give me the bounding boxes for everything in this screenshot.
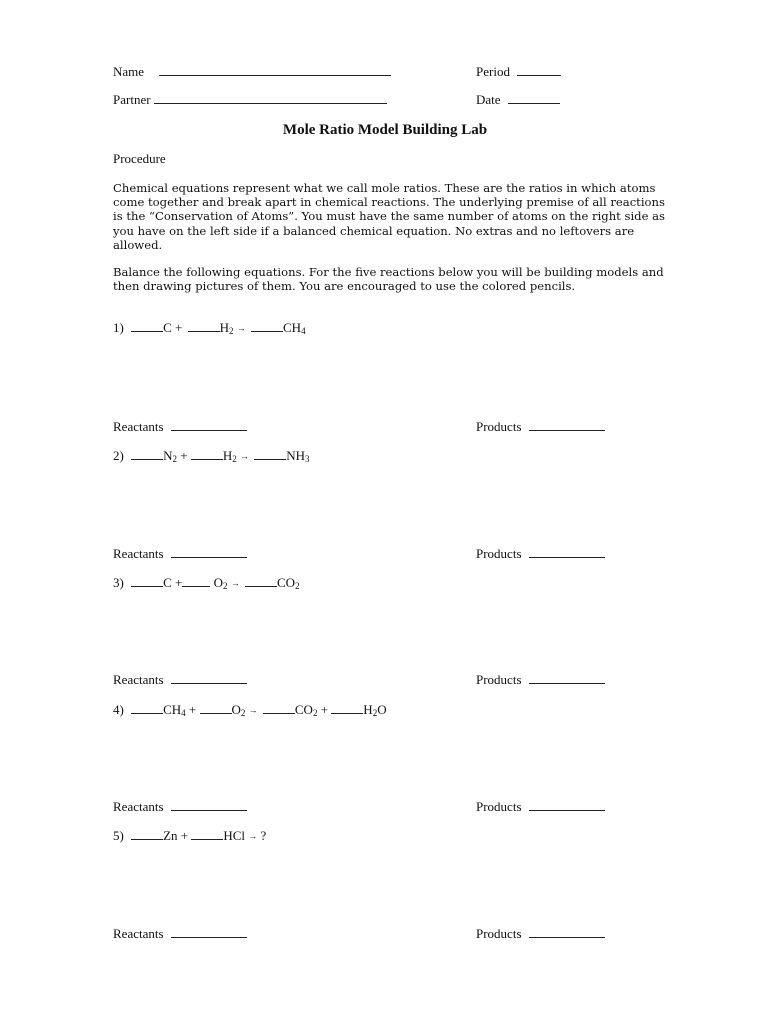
equation-number: 1) (113, 320, 124, 335)
products-input-line[interactable] (529, 799, 605, 811)
reactants-input-line[interactable] (171, 672, 247, 684)
formula-term: NH (286, 448, 305, 463)
products-row-1 (476, 419, 605, 435)
equation-number: 5) (113, 828, 124, 843)
plus-sign: + (320, 702, 329, 717)
formula-term: CO (294, 702, 313, 717)
products-input-line[interactable] (529, 926, 605, 938)
products-row-2 (476, 546, 605, 562)
yield-arrow: → (230, 578, 240, 588)
coefficient-blank[interactable] (131, 320, 163, 332)
products-row-4 (476, 799, 605, 815)
subscript: 2 (372, 708, 378, 718)
formula-term: O (213, 575, 223, 590)
coefficient-blank[interactable] (188, 320, 220, 332)
products-input-line[interactable] (529, 672, 605, 684)
formula-term: O (231, 702, 241, 717)
intro-paragraph: Chemical equations represent what we call mole ratios. These are the ratios in which atoms come together and break apart in chemical reactions. The underlying premise of all reactions is the “Conservation of Atoms”. You must have the same number of atoms on the right side as you have on the left side if a balanced chemical equation. No extras and no leftovers are allowed. (113, 181, 666, 252)
reactants-input-line[interactable] (171, 546, 247, 558)
period-field-row (476, 64, 561, 80)
coefficient-blank[interactable] (331, 702, 363, 714)
equation-number: 3) (113, 575, 124, 590)
coefficient-blank[interactable] (263, 702, 295, 714)
period-label: Period (476, 64, 510, 79)
products-label: Products (476, 926, 522, 941)
equation-4 (113, 702, 387, 718)
subscript: 2 (295, 581, 300, 591)
reactants-label: Reactants (113, 546, 164, 561)
formula-term: C + (163, 575, 183, 590)
formula-term: CO (277, 575, 296, 590)
unknown-product: ? (260, 828, 267, 843)
equation-3 (113, 575, 300, 591)
reactants-row-4 (113, 799, 247, 815)
subscript: 4 (181, 708, 186, 718)
equation-number: 4) (113, 702, 124, 717)
reactants-row-2 (113, 546, 247, 562)
coefficient-blank[interactable] (254, 448, 286, 460)
formula-term: O (377, 702, 387, 717)
yield-arrow: → (239, 451, 249, 461)
subscript: 4 (301, 326, 306, 336)
formula-term: C + (163, 320, 183, 335)
subscript: 3 (305, 454, 310, 464)
coefficient-blank[interactable] (131, 448, 163, 460)
subscript: 2 (223, 581, 228, 591)
reactants-input-line[interactable] (171, 926, 247, 938)
subscript: 2 (232, 454, 237, 464)
coefficient-blank[interactable] (245, 575, 277, 587)
equation-1 (113, 320, 306, 336)
subscript: 2 (312, 708, 318, 718)
formula-term: CH (283, 320, 302, 335)
products-label: Products (476, 799, 522, 814)
yield-arrow: → (236, 323, 246, 333)
products-input-line[interactable] (529, 419, 605, 431)
formula-term: N (163, 448, 173, 463)
date-label: Date (476, 92, 501, 107)
plus-sign: + (188, 702, 197, 717)
name-label: Name (113, 64, 145, 79)
coefficient-blank[interactable] (182, 575, 210, 587)
instructions-paragraph: Balance the following equations. For the five reactions below you will be building models and then drawing pictures of them. You are encouraged to use the colored pencils. (113, 265, 664, 294)
products-row-3 (476, 672, 605, 688)
formula-term: CH (163, 702, 182, 717)
products-label: Products (476, 672, 522, 687)
coefficient-blank[interactable] (131, 828, 163, 840)
formula-term: H (363, 702, 373, 717)
partner-input-line[interactable] (154, 92, 387, 104)
name-input-line[interactable] (159, 64, 391, 76)
reactants-row-1 (113, 419, 247, 435)
yield-arrow: → (248, 831, 258, 841)
period-input-line[interactable] (517, 64, 561, 76)
coefficient-blank[interactable] (131, 702, 163, 714)
equation-5 (113, 828, 266, 844)
yield-arrow: → (248, 705, 258, 715)
equation-2 (113, 448, 310, 464)
reactants-row-3 (113, 672, 247, 688)
reactants-label: Reactants (113, 672, 164, 687)
reactants-row-5 (113, 926, 247, 942)
coefficient-blank[interactable] (200, 702, 232, 714)
plus-sign: + (180, 448, 188, 463)
formula-term: H (222, 448, 233, 463)
coefficient-blank[interactable] (131, 575, 163, 587)
coefficient-blank[interactable] (191, 448, 223, 460)
date-field-row (476, 92, 560, 108)
formula-term: HCl (223, 828, 246, 843)
subscript: 2 (229, 326, 234, 336)
subscript: 2 (240, 708, 246, 718)
partner-label: Partner (113, 92, 151, 107)
partner-field-row (113, 92, 387, 108)
reactants-input-line[interactable] (171, 419, 247, 431)
procedure-heading: Procedure (113, 151, 166, 166)
products-input-line[interactable] (529, 546, 605, 558)
coefficient-blank[interactable] (251, 320, 283, 332)
date-input-line[interactable] (508, 92, 560, 104)
page-title: Mole Ratio Model Building Lab (282, 122, 488, 138)
reactants-label: Reactants (113, 799, 164, 814)
reactants-input-line[interactable] (171, 799, 247, 811)
products-label: Products (476, 546, 522, 561)
coefficient-blank[interactable] (191, 828, 223, 840)
reactants-label: Reactants (113, 926, 164, 941)
formula-term: Zn + (163, 828, 189, 843)
reactants-label: Reactants (113, 419, 164, 434)
name-field-row (113, 64, 391, 80)
products-label: Products (476, 419, 522, 434)
formula-term: H (219, 320, 229, 335)
equation-number: 2) (113, 448, 124, 463)
products-row-5 (476, 926, 605, 942)
subscript: 2 (172, 454, 177, 464)
